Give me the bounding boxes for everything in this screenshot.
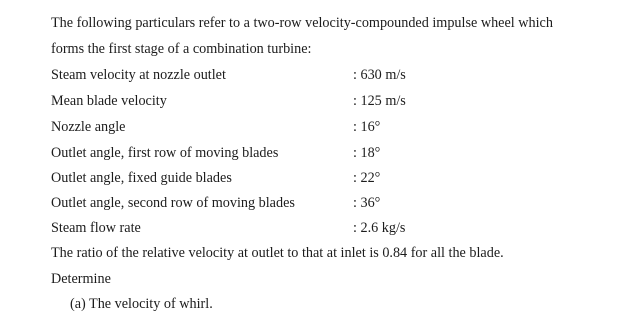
question-item: (a) The velocity of whirl. [70,296,213,312]
particular-label: Outlet angle, fixed guide blades [51,170,232,186]
particular-label: Outlet angle, first row of moving blades [51,145,279,161]
particular-label: Mean blade velocity [51,93,167,109]
particular-value: : 36° [353,195,381,211]
particular-value: : 630 m/s [353,67,406,83]
particular-value: : 22° [353,170,381,186]
particular-label: Steam flow rate [51,220,141,236]
particular-value: : 18° [353,145,381,161]
particular-label: Steam velocity at nozzle outlet [51,67,226,83]
intro-line-1: The following particulars refer to a two-row velocity-compounded impulse wheel which [51,15,553,31]
determine-heading: Determine [51,271,111,287]
particular-label: Outlet angle, second row of moving blades [51,195,295,211]
particular-value: : 125 m/s [353,93,406,109]
ratio-statement: The ratio of the relative velocity at outlet to that at inlet is 0.84 for all the blade. [51,245,504,261]
particular-value: : 16° [353,119,381,135]
particular-label: Nozzle angle [51,119,126,135]
intro-line-2: forms the first stage of a combination turbine: [51,41,312,57]
particular-value: : 2.6 kg/s [353,220,406,236]
